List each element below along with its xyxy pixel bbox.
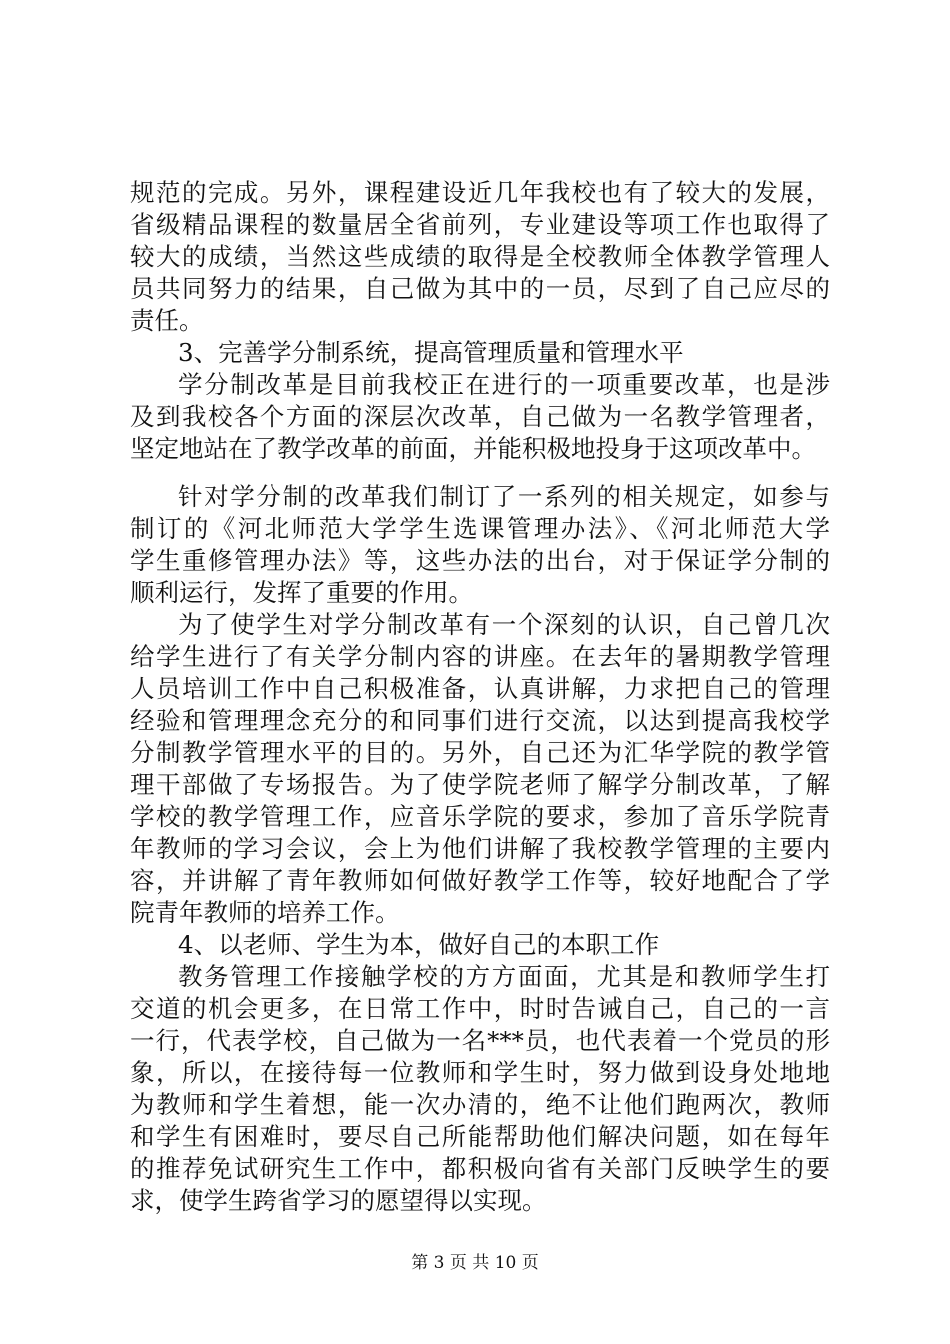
text-line: 和学生有困难时，要尽自己所能帮助他们解决问题，如在每年 bbox=[130, 1122, 830, 1151]
text-line: 交道的机会更多，在日常工作中，时时告诫自己，自己的一言 bbox=[130, 994, 830, 1023]
text-line: 容，并讲解了青年教师如何做好教学工作等，较好地配合了学 bbox=[130, 866, 830, 895]
section-heading-4: 4、以老师、学生为本，做好自己的本职工作 bbox=[178, 930, 660, 959]
text-line: 为教师和学生着想，能一次办清的，绝不让他们跑两次，教师 bbox=[130, 1090, 830, 1119]
text-line: 学分制改革是目前我校正在进行的一项重要改革，也是涉 bbox=[178, 370, 830, 399]
page-number-footer: 第 3 页 共 10 页 bbox=[411, 1253, 539, 1273]
text-line: 学校的教学管理工作，应音乐学院的要求，参加了音乐学院青 bbox=[130, 802, 830, 831]
text-line: 象，所以，在接待每一位教师和学生时，努力做到设身处地地 bbox=[130, 1058, 830, 1087]
text-line: 求，使学生跨省学习的愿望得以实现。 bbox=[130, 1186, 547, 1215]
text-line: 经验和管理理念充分的和同事们进行交流，以达到提高我校学 bbox=[130, 706, 830, 735]
text-line: 员共同努力的结果，自己做为其中的一员，尽到了自己应尽的 bbox=[130, 274, 830, 303]
text-line: 分制教学管理水平的目的。另外，自己还为汇华学院的教学管 bbox=[130, 738, 830, 767]
text-line: 的推荐免试研究生工作中，都积极向省有关部门反映学生的要 bbox=[130, 1154, 830, 1183]
text-line: 一行，代表学校，自己做为一名***员，也代表着一个党员的形 bbox=[130, 1026, 830, 1055]
text-line: 针对学分制的改革我们制订了一系列的相关规定，如参与 bbox=[178, 482, 830, 511]
section-heading-3: 3、完善学分制系统，提高管理质量和管理水平 bbox=[178, 338, 684, 367]
text-line: 制订的《河北师范大学学生选课管理办法》、《河北师范大学 bbox=[130, 514, 830, 543]
text-line: 学生重修管理办法》等，这些办法的出台，对于保证学分制的 bbox=[130, 546, 830, 575]
text-line: 省级精品课程的数量居全省前列，专业建设等项工作也取得了 bbox=[130, 210, 830, 239]
text-line: 理干部做了专场报告。为了使学院老师了解学分制改革，了解 bbox=[130, 770, 830, 799]
text-line: 较大的成绩，当然这些成绩的取得是全校教师全体教学管理人 bbox=[130, 242, 830, 271]
text-line: 规范的完成。另外，课程建设近几年我校也有了较大的发展， bbox=[130, 178, 830, 207]
text-line: 院青年教师的培养工作。 bbox=[130, 898, 400, 927]
text-line: 为了使学生对学分制改革有一个深刻的认识，自己曾几次 bbox=[178, 610, 830, 639]
text-line: 责任。 bbox=[130, 306, 204, 335]
text-line: 人员培训工作中自己积极准备，认真讲解，力求把自己的管理 bbox=[130, 674, 830, 703]
text-line: 坚定地站在了教学改革的前面，并能积极地投身于这项改革中。 bbox=[130, 434, 816, 463]
text-line: 教务管理工作接触学校的方方面面，尤其是和教师学生打 bbox=[178, 962, 830, 991]
text-line: 顺利运行，发挥了重要的作用。 bbox=[130, 578, 473, 607]
text-line: 年教师的学习会议，会上为他们讲解了我校教学管理的主要内 bbox=[130, 834, 830, 863]
text-line: 及到我校各个方面的深层次改革，自己做为一名教学管理者， bbox=[130, 402, 830, 431]
text-line: 给学生进行了有关学分制内容的讲座。在去年的暑期教学管理 bbox=[130, 642, 830, 671]
